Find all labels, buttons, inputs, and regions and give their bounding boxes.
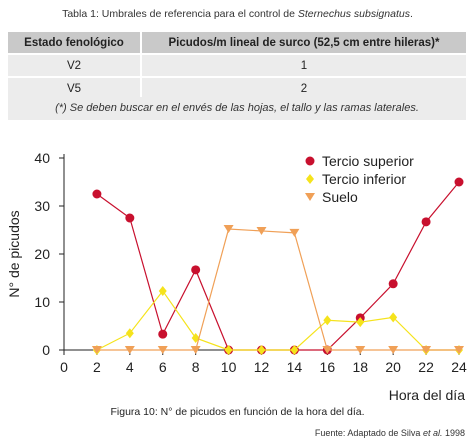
y-tick-label: 20	[34, 246, 50, 262]
x-tick-label: 14	[286, 359, 303, 375]
y-tick-label: 10	[34, 294, 50, 310]
x-tick-label: 0	[60, 359, 68, 375]
table-note: (*) Se deben buscar en el envés de las hojas, el tallo y las ramas laterales.	[8, 97, 466, 120]
y-axis-label: N° de picudos	[6, 210, 22, 298]
series-suelo-line	[97, 229, 459, 350]
table-cell-stage: V2	[8, 55, 142, 76]
legend-marker	[305, 193, 315, 201]
x-tick-label: 6	[158, 359, 167, 375]
table-cell-stage: V5	[8, 78, 142, 99]
table-title: Tabla 1: Umbrales de referencia para el control de Sternechus subsignatus.	[62, 8, 413, 20]
series-tercio-inferior-line	[97, 291, 459, 350]
series-tercio-superior-point	[125, 214, 134, 223]
x-tick-label: 16	[319, 359, 336, 375]
series-tercio-superior-point	[389, 279, 398, 288]
legend-label: Tercio inferior	[322, 171, 407, 187]
x-tick-label: 10	[220, 359, 237, 375]
figure-source: Fuente: Adaptado de Silva et al. 1998	[314, 428, 465, 438]
table-cell-value: 1	[142, 55, 466, 76]
y-tick-label: 30	[34, 198, 50, 214]
series-tercio-superior-point	[455, 178, 464, 187]
x-axis-label: Hora del día	[388, 387, 465, 403]
x-tick-label: 4	[125, 359, 134, 375]
table-row	[8, 78, 466, 99]
figure-caption: Figura 10: N° de picudos en función de la hora del día.	[110, 406, 365, 418]
x-tick-label: 2	[93, 359, 101, 375]
x-tick-label: 20	[385, 359, 401, 375]
x-tick-label: 12	[253, 359, 270, 375]
y-tick-label: 0	[42, 342, 50, 358]
table-header-stage: Estado fenológico	[8, 32, 142, 53]
table-header-weevils: Picudos/m lineal de surco (52,5 cm entre hileras)*	[142, 32, 466, 53]
series-tercio-superior-point	[158, 330, 167, 339]
series-tercio-superior-point	[92, 190, 101, 199]
y-tick-label: 40	[34, 150, 50, 166]
table-cell-value: 2	[142, 78, 466, 99]
series-tercio-superior-line	[97, 182, 459, 350]
legend-label: Suelo	[322, 189, 358, 205]
weevil-chart	[0, 130, 475, 404]
x-tick-label: 22	[418, 359, 434, 375]
legend-marker	[306, 157, 315, 166]
series-tercio-superior-point	[422, 217, 431, 226]
table-title-species: Sternechus subsignatus	[297, 8, 410, 20]
table-row	[8, 55, 466, 76]
x-tick-label: 8	[191, 359, 200, 375]
series-tercio-inferior-point	[323, 315, 331, 325]
x-tick-label: 24	[451, 359, 467, 375]
legend-label: Tercio superior	[322, 153, 414, 169]
x-tick-label: 18	[352, 359, 369, 375]
legend-marker	[306, 174, 314, 184]
table-header-row	[8, 32, 466, 53]
reference-table	[8, 30, 466, 101]
series-tercio-superior-point	[191, 265, 200, 274]
